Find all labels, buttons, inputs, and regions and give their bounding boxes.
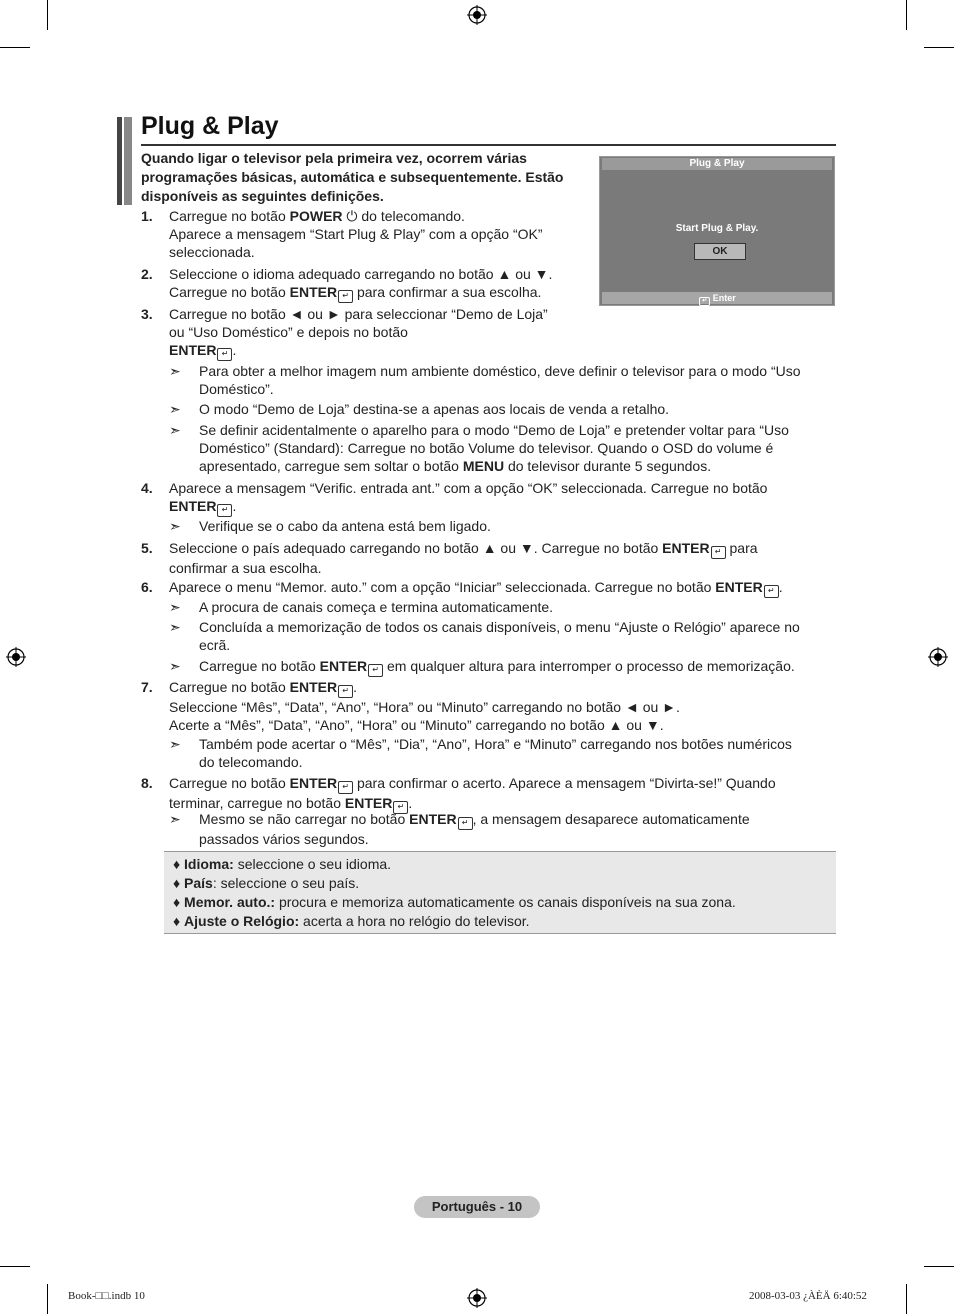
step-text: Carregue no botão ENTER ↵ . Seleccione “Mês”, “Data”, “Ano”, “Hora” ou “Minuto” carregando no botão ◄ ou ►. Acerte a “Mês”, “Data”, “Ano”, “Hora” ou “Minuto” carregando no botão ▲ ou ▼. <box>169 679 680 733</box>
note-arrow-icon: ➣ <box>169 363 181 379</box>
bullet-icon: ♦ <box>173 875 185 891</box>
note-arrow-icon: ➣ <box>169 422 181 438</box>
note-text: A procura de canais começa e termina automaticamente. <box>199 599 554 615</box>
enter-icon: ↵ <box>711 546 726 559</box>
print-slug-right: 2008-03-03 ¿ÀÈÄ 6:40:52 <box>749 1290 867 1302</box>
enter-icon: ↵ <box>764 585 779 598</box>
step-number: 4. <box>141 480 153 496</box>
note-text: Concluída a memorização de todos os canais disponíveis, o menu “Ajuste o Relógio” aparece no ecrã. <box>199 619 800 653</box>
summary-label: Ajuste o Relógio: <box>184 913 300 929</box>
tv-screen-message: Start Plug & Play. <box>675 223 759 234</box>
tv-footer-label: Enter <box>712 293 736 303</box>
step-text: Carregue no botão ENTER ↵ para confirmar o acerto. Aparece a mensagem “Divirta-se!” Quando terminar, carregue no botão ENTER ↵ . <box>169 774 839 814</box>
note-arrow-icon: ➣ <box>169 811 181 827</box>
step-text: Aparece a mensagem “Verific. entrada ant.” com a opção “OK” seleccionada. Carregue no botão ENTER ↵ . <box>169 479 839 517</box>
tv-ok-button: OK <box>694 243 746 260</box>
summary-box <box>164 851 836 934</box>
title-rule <box>141 144 836 146</box>
step-text: Seleccione o idioma adequado carregando no botão ▲ ou ▼. Carregue no botão ENTER ↵ para confirmar a sua escolha. <box>169 265 839 303</box>
step-number: 2. <box>141 266 153 282</box>
bullet-icon: ♦ <box>173 913 185 929</box>
bullet-icon: ♦ <box>173 856 185 872</box>
registration-mark-icon <box>6 647 26 667</box>
registration-mark-icon <box>467 1288 487 1308</box>
step-number: 8. <box>141 775 153 791</box>
step-text: Aparece o menu “Memor. auto.” com a opção “Iniciar” seleccionada. Carregue no botão ENTER ↵ . <box>169 578 839 598</box>
enter-icon: ↵ <box>338 290 353 303</box>
summary-text: seleccione o seu idioma. <box>233 856 392 872</box>
crop-mark <box>47 1284 48 1314</box>
note-arrow-icon: ➣ <box>169 619 181 635</box>
intro-paragraph: Quando ligar o televisor pela primeira vez, ocorrem várias programações básicas, automática e subsequentemente. Estão disponíveis as seguintes definições. <box>141 150 564 204</box>
note-text: Mesmo se não carregar no botão ENTER ↵ , a mensagem desaparece automaticamente passados vários segundos. <box>199 811 750 847</box>
summary-item <box>173 893 736 911</box>
summary-label: País <box>184 875 213 891</box>
note-arrow-icon: ➣ <box>169 736 181 752</box>
step-text: Carregue no botão ◄ ou ► para seleccionar “Demo de Loja” ou “Uso Doméstico” e depois no botão ENTER ↵ . <box>169 305 839 361</box>
registration-mark-icon <box>467 5 487 25</box>
bullet-icon: ♦ <box>173 894 185 910</box>
enter-icon: ↵ <box>338 685 353 698</box>
crop-mark <box>924 1266 954 1267</box>
note-text: O modo “Demo de Loja” destina-se a apenas aos locais de venda a retalho. <box>199 401 670 417</box>
registration-mark-icon <box>928 647 948 667</box>
note-arrow-icon: ➣ <box>169 518 181 534</box>
summary-text: acerta a hora no relógio do televisor. <box>299 913 530 929</box>
step-text: Seleccione o país adequado carregando no botão ▲ ou ▼. Carregue no botão ENTER ↵ para confirmar a sua escolha. <box>169 540 758 576</box>
enter-icon: ↵ <box>338 781 353 794</box>
note-arrow-icon: ➣ <box>169 658 181 674</box>
crop-mark <box>906 0 907 30</box>
print-slug-left: Book-□□.indb 10 <box>68 1290 145 1302</box>
crop-mark <box>47 0 48 30</box>
enter-icon: ↵ <box>699 297 710 306</box>
note-text: Se definir acidentalmente o aparelho para o modo “Demo de Loja” e pretender voltar para “Uso Doméstico” (Standard): Carregue no botão Volume do televisor. Quando o OSD do volume é apresentado, carregue sem soltar o botão MENU do televisor durante 5 segundos. <box>199 422 789 474</box>
crop-mark <box>924 47 954 48</box>
step-number: 5. <box>141 540 153 556</box>
page-title: Plug & Play <box>141 112 279 140</box>
note-arrow-icon: ➣ <box>169 599 181 615</box>
enter-icon: ↵ <box>217 348 232 361</box>
summary-item <box>173 874 359 892</box>
note-text: Também pode acertar o “Mês”, “Dia”, “Ano”, Hora” e “Minuto” carregando nos botões numéricos do telecomando. <box>199 736 792 770</box>
enter-icon: ↵ <box>393 801 408 814</box>
note-arrow-icon: ➣ <box>169 401 181 417</box>
step-number: 6. <box>141 579 153 595</box>
step-number: 1. <box>141 208 153 224</box>
step-number: 3. <box>141 306 153 322</box>
enter-icon: ↵ <box>458 817 473 830</box>
title-decoration <box>117 117 132 205</box>
note-text: Verifique se o cabo da antena está bem ligado. <box>199 518 491 534</box>
step-text: Carregue no botão POWER ⏻ do telecomando. Aparece a mensagem “Start Plug & Play” com a opção “OK” seleccionada. <box>169 208 543 260</box>
summary-label: Memor. auto.: <box>184 894 276 910</box>
summary-text: : seleccione o seu país. <box>212 875 360 891</box>
enter-icon: ↵ <box>217 504 232 517</box>
summary-item <box>173 855 391 873</box>
enter-icon: ↵ <box>368 664 383 677</box>
summary-label: Idioma: <box>184 856 234 872</box>
tv-screen-header: Plug & Play <box>602 158 832 170</box>
crop-mark <box>0 47 30 48</box>
step-number: 7. <box>141 679 153 695</box>
note-text: Para obter a melhor imagem num ambiente doméstico, deve definir o televisor para o modo “Uso Doméstico”. <box>199 363 801 397</box>
summary-text: procura e memoriza automaticamente os canais disponíveis na sua zona. <box>275 894 736 910</box>
note-text: Carregue no botão ENTER ↵ em qualquer altura para interromper o processo de memorização. <box>199 657 839 677</box>
crop-mark <box>0 1266 30 1267</box>
page-number-badge: Português - 10 <box>414 1196 540 1218</box>
crop-mark <box>906 1284 907 1314</box>
summary-item <box>173 912 530 930</box>
